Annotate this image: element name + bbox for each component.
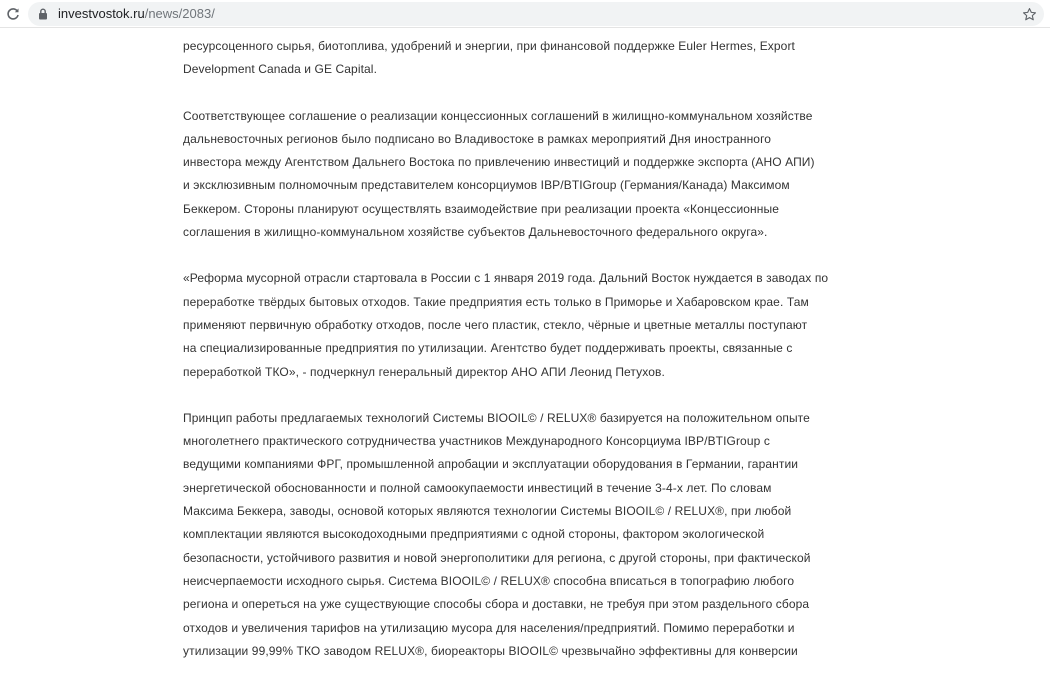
paragraph-line: дальневосточных регионов было подписано во Владивостоке в рамках мероприятий Дня иностранного: [183, 131, 772, 146]
paragraph-line: Development Canada и GE Capital.: [183, 62, 378, 77]
paragraph-line: отходов и увеличения тарифов на утилизацию мусора для населения/предприятий. Помимо переработки и: [183, 620, 795, 635]
reload-icon[interactable]: [4, 5, 22, 23]
omnibox[interactable]: [28, 2, 1044, 26]
article-paragraph: [183, 105, 843, 245]
paragraph-line: применяют первичную обработку отходов, после чего пластик, стекло, чёрные и цветные металлы поступают: [183, 317, 808, 332]
paragraph-line: неисчерпаемости исходного сырья. Система BIOOIL© / RELUX® способна вписаться в топографию любого: [183, 573, 795, 588]
paragraph-line: соглашения в жилищно-коммунальном хозяйстве субъектов Дальневосточного федерального округа».: [183, 225, 768, 240]
paragraph-line: комплектации являются высокодоходными предприятиями с одной стороны, фактором экологической: [183, 527, 765, 542]
paragraph-line: ресурсоценного сырья, биотоплива, удобрений и энергии, при финансовой поддержке Euler Hermes, Export: [183, 39, 795, 53]
paragraph-line: Принцип работы предлагаемых технологий Системы BIOOIL© / RELUX® базируется на положительном опыте: [183, 410, 810, 425]
paragraph-line: переработке твёрдых бытовых отходов. Такие предприятия есть только в Приморье и Хабаровском крае. Там: [183, 294, 809, 309]
paragraph-line: переработкой ТКО», - подчеркнул генеральный директор АНО АПИ Леонид Петухов.: [183, 364, 665, 379]
lock-icon[interactable]: [36, 7, 50, 21]
article-body: [183, 35, 843, 686]
star-icon[interactable]: [1020, 5, 1038, 23]
paragraph-line: и эксклюзивным полномочным представителем консорциумов IBP/BTIGroup (Германия/Канада) Максимом: [183, 178, 790, 193]
article-paragraph: [183, 267, 843, 383]
paragraph-line: Соответствующее соглашение о реализации концессионных соглашений в жилищно-коммунальном хозяйстве: [183, 108, 813, 123]
paragraph-line: региона и опереться на уже существующие способы сбора и доставки, не требуя при этом раздельного сбора: [183, 597, 810, 612]
paragraph-line: утилизации 99,99% ТКО заводом RELUX®, биореакторы BIOOIL© чрезвычайно эффективны для конверсии: [183, 643, 798, 658]
paragraph-line: «Реформа мусорной отрасли стартовала в России с 1 января 2019 года. Дальний Восток нуждается в заводах по: [183, 271, 829, 286]
article-paragraph: [183, 35, 843, 82]
paragraph-line: ведущими компаниями ФРГ, промышленной апробации и эксплуатации оборудования в Германии, гарантии: [183, 457, 799, 472]
url-text[interactable]: [58, 6, 215, 22]
paragraph-line: безопасности, устойчивого развития и новой энергополитики для региона, с другой стороны, при фактической: [183, 550, 811, 565]
paragraph-line: энергетической обоснованности и полной самоокупаемости инвестиций в течение 3-4-х лет. По словам: [183, 480, 772, 495]
browser-address-bar: [0, 0, 1050, 28]
paragraph-line: на специализированные предприятия по утилизации. Агентство будет поддерживать проекты, связанные с: [183, 341, 793, 356]
paragraph-line: Максима Беккера, заводы, основой которых являются технологии Системы BIOOIL© / RELUX®, при любой: [183, 504, 792, 519]
paragraph-line: многолетнего практического сотрудничества участников Международного Консорциума IBP/BTIGroup с: [183, 434, 770, 449]
url-domain: investvostok.ru: [58, 6, 145, 21]
paragraph-line: инвестора между Агентством Дальнего Востока по привлечению инвестиций и поддержке экспорта (АНО АПИ): [183, 155, 815, 170]
url-path: /news/2083/: [144, 6, 215, 21]
article-paragraph: [183, 407, 843, 663]
paragraph-line: Беккером. Стороны планируют осуществлять взаимодействие при реализации проекта «Концессионные: [183, 201, 779, 216]
